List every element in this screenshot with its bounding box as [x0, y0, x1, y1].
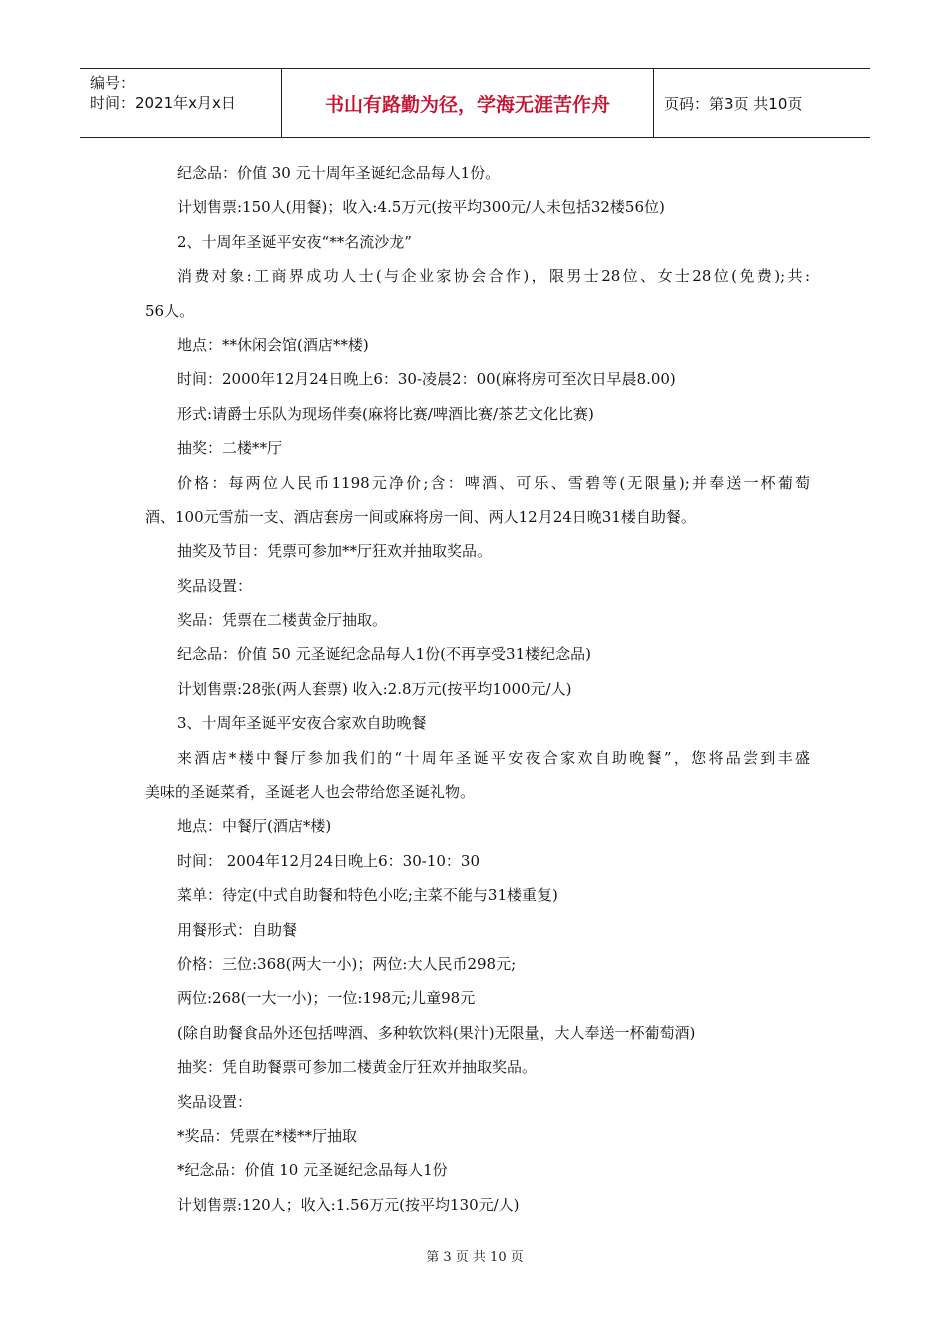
- body-line: 奖品：凭票在二楼黄金厅抽取。: [177, 611, 388, 630]
- body-line: 纪念品：价值 30 元十周年圣诞纪念品每人1份。: [177, 164, 501, 182]
- body-line: 奖品设置：: [177, 1092, 253, 1111]
- body-line: 抽奖及节目：凭票可参加**厅狂欢并抽取奖品。: [177, 542, 493, 561]
- body-line: 56人。: [145, 301, 195, 320]
- page-footer: 第 3 页 共 10 页: [426, 1250, 524, 1265]
- body-line: *纪念品：价值 10 元圣诞纪念品每人1份: [177, 1161, 448, 1180]
- body-line: 纪念品：价值 50 元圣诞纪念品每人1份(不再享受31楼纪念品): [177, 645, 591, 664]
- document-body: [145, 156, 810, 1222]
- body-line: 计划售票:28张(两人套票) 收入:2.8万元(按平均1000元/人): [177, 679, 572, 698]
- body-line: 地点：中餐厅(酒店*楼): [177, 817, 332, 836]
- body-line: 抽奖：凭自助餐票可参加二楼黄金厅狂欢并抽取奖品。: [177, 1058, 538, 1077]
- body-line: 价格：三位:368(两大一小)；两位:大人民币298元;: [177, 954, 517, 973]
- body-line: 计划售票:120人；收入:1.56万元(按平均130元/人): [177, 1195, 520, 1214]
- body-line: 形式:请爵士乐队为现场伴奏(麻将比赛/啤酒比赛/茶艺文化比赛): [177, 404, 594, 423]
- body-line: (除自助餐食品外还包括啤酒、多种软饮料(果汁)无限量，大人奉送一杯葡萄酒): [177, 1023, 696, 1042]
- section-heading: 3、十周年圣诞平安夜合家欢自助晚餐: [177, 714, 427, 733]
- body-line: 来酒店*楼中餐厅参加我们的“十周年圣诞平安夜合家欢自助晚餐”，您将品尝到丰盛: [177, 748, 810, 767]
- body-line: 时间： 2004年12月24日晚上6：30-10：30: [177, 851, 480, 870]
- document-header: [80, 68, 870, 138]
- body-line: 时间：2000年12月24日晚上6：30-凌晨2：00(麻将房可至次日早晨8.00): [177, 370, 676, 389]
- body-line: 奖品设置：: [177, 576, 253, 595]
- date-label: 时间：2021年x月x日: [90, 94, 236, 112]
- body-line: 酒、100元雪茄一支、酒店套房一间或麻将房一间、两人12月24日晚31楼自助餐。: [145, 507, 696, 526]
- header-page-label: 页码：第3页 共10页: [664, 94, 803, 113]
- header-motto: 书山有路勤为径，学海无涯苦作舟: [282, 69, 654, 137]
- body-line: 消费对象:工商界成功人士(与企业家协会合作)，限男士28位、女士28位(免费);共:: [177, 267, 810, 286]
- body-line: *奖品：凭票在*楼**厅抽取: [177, 1126, 358, 1145]
- body-line: 价格：每两位人民币1198元净价;含：啤酒、可乐、雪碧等(无限量);并奉送一杯葡萄: [177, 473, 810, 492]
- body-line: 菜单：待定(中式自助餐和特色小吃;主菜不能与31楼重复): [177, 886, 558, 905]
- body-line: 地点：**休闲会馆(酒店**楼): [177, 335, 369, 354]
- body-line: 美味的圣诞菜肴，圣诞老人也会带给您圣诞礼物。: [145, 783, 476, 802]
- body-line: 抽奖：二楼**厅: [177, 439, 283, 458]
- body-line: 计划售票:150人(用餐)；收入:4.5万元(按平均300元/人未包括32楼56位): [177, 198, 665, 217]
- header-meta-cell: [80, 69, 282, 137]
- body-line: 用餐形式：自助餐: [177, 920, 298, 939]
- number-label: 编号：: [90, 74, 136, 92]
- section-heading: 2、十周年圣诞平安夜“**名流沙龙”: [177, 232, 412, 251]
- body-line: 两位:268(一大一小)；一位:198元;儿童98元: [177, 989, 476, 1008]
